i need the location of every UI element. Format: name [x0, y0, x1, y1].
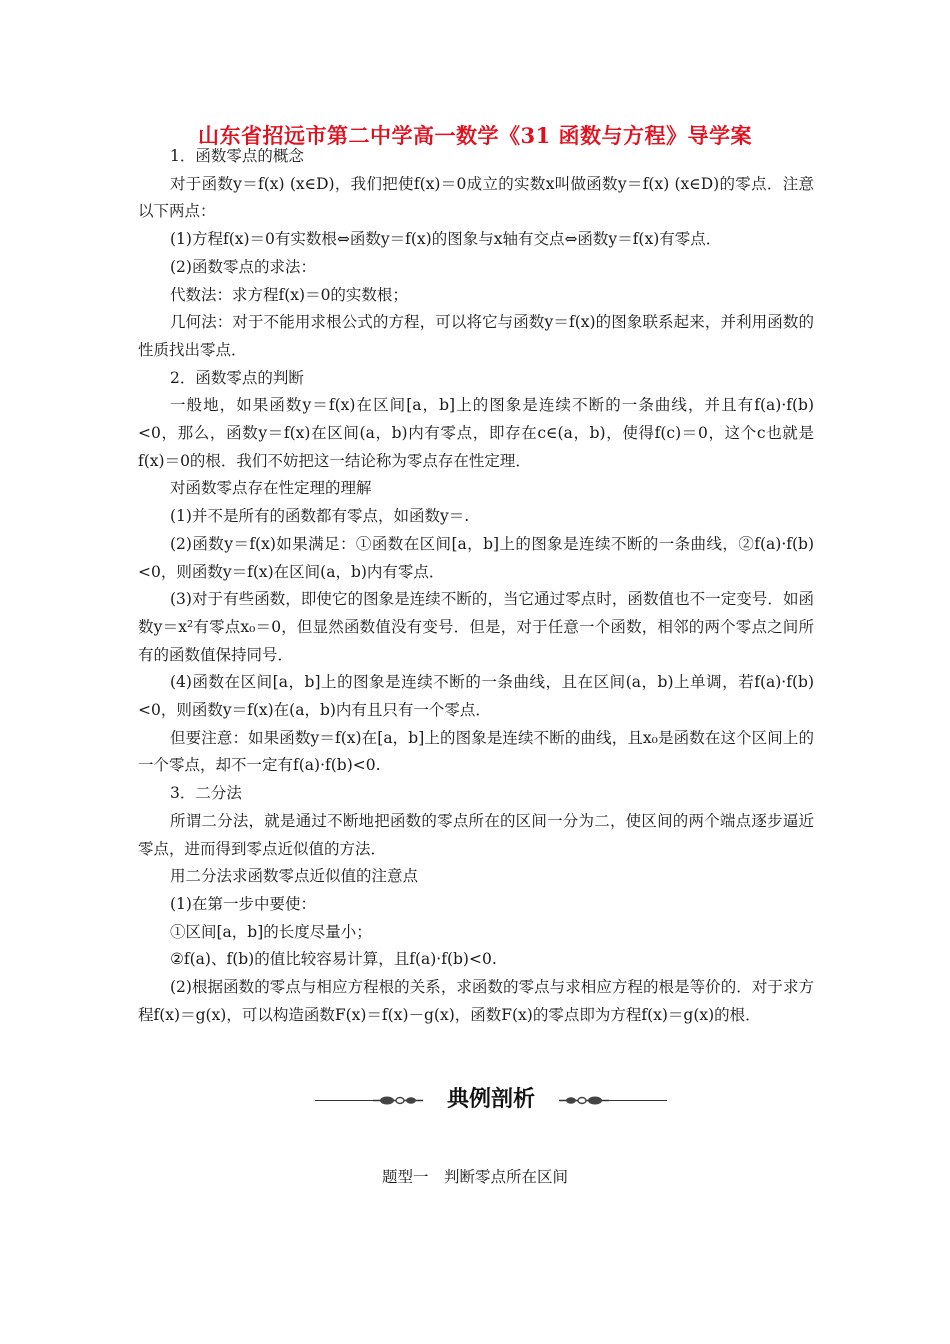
- paragraph: 用二分法求函数零点近似值的注意点: [170, 867, 419, 886]
- banner-rule-right: [607, 1100, 667, 1101]
- paragraph: (2)函数零点的求法：: [170, 257, 316, 276]
- banner-title: 典例剖析: [446, 1087, 535, 1112]
- question-type-heading: 题型一 判断零点所在区间: [381, 1168, 568, 1186]
- paragraph: 一般地，如果函数y＝f(x)在区间[a，b]上的图象是连续不断的一条曲线，并且有f(a)·f(b)<0，那么，函数y＝f(x)在区间(a，b)内有零点，即存在c∈(a，b)，使得f(c)＝0，这个c也就是f(x)＝0的根．我们不妨把这一结论称为零点存在性定理．: [138, 396, 814, 470]
- document-title: 山东省招远市第二中学高一数学《31 函数与方程》导学案: [197, 123, 753, 148]
- section-banner: [315, 1083, 667, 1117]
- document-body: [138, 143, 814, 1030]
- paragraph: (1)在第一步中要使：: [170, 894, 316, 913]
- paragraph: 但要注意：如果函数y＝f(x)在[a，b]上的图象是连续不断的曲线，且x₀是函数在这个区间上的一个零点，却不一定有f(a)·f(b)<0.: [138, 728, 814, 775]
- section-heading-1: 1．函数零点的概念: [170, 147, 304, 165]
- paragraph: 对于函数y＝f(x) (x∈D)，我们把使f(x)＝0成立的实数x叫做函数y＝f(x) (x∈D)的零点．注意以下两点：: [138, 174, 814, 221]
- paragraph: 对函数零点存在性定理的理解: [170, 479, 372, 498]
- paragraph: (1)并不是所有的函数都有零点，如函数y＝.: [170, 507, 470, 526]
- paragraph: ②f(a)、f(b)的值比较容易计算，且f(a)·f(b)<0.: [170, 950, 497, 969]
- section-heading-3: 3．二分法: [170, 784, 242, 803]
- paragraph: 几何法：对于不能用求根公式的方程，可以将它与函数y＝f(x)的图象联系起来，并利用函数的性质找出零点．: [138, 313, 814, 359]
- paragraph: (4)函数在区间[a，b]上的图象是连续不断的一条曲线，且在区间(a，b)上单调，若f(a)·f(b)<0，则函数y＝f(x)在(a，b)内有且只有一个零点．: [138, 673, 814, 720]
- paragraph: 代数法：求方程f(x)＝0的实数根；: [170, 285, 408, 304]
- paragraph: (2)函数y＝f(x)如果满足：①函数在区间[a，b]上的图象是连续不断的一条曲线，②f(a)·f(b)<0，则函数y＝f(x)在区间(a，b)内有零点．: [138, 534, 814, 581]
- paragraph: (2)根据函数的零点与相应方程根的关系，求函数的零点与求相应方程的根是等价的．对于求方程f(x)＝g(x)，可以构造函数F(x)＝f(x)－g(x)，函数F(x)的零点即为方程f(x)＝g(x)的根．: [138, 978, 814, 1024]
- paragraph: 所谓二分法，就是通过不断地把函数的零点所在的区间一分为二，使区间的两个端点逐步逼近零点，进而得到零点近似值的方法．: [138, 811, 814, 858]
- paragraph: ①区间[a，b]的长度尽量小；: [170, 922, 372, 941]
- paragraph: (1)方程f(x)＝0有实数根⇔函数y＝f(x)的图象与x轴有交点⇔函数y＝f(x)有零点．: [170, 230, 722, 249]
- paragraph: (3)对于有些函数，即使它的图象是连续不断的，当它通过零点时，函数值也不一定变号．如函数y＝x²有零点x₀＝0，但显然函数值没有变号．但是，对于任意一个函数，相邻的两个零点之间所有的函数值保持同号．: [138, 590, 814, 664]
- ornament-right-icon: [559, 1095, 609, 1106]
- section-heading-2: 2．函数零点的判断: [170, 368, 304, 387]
